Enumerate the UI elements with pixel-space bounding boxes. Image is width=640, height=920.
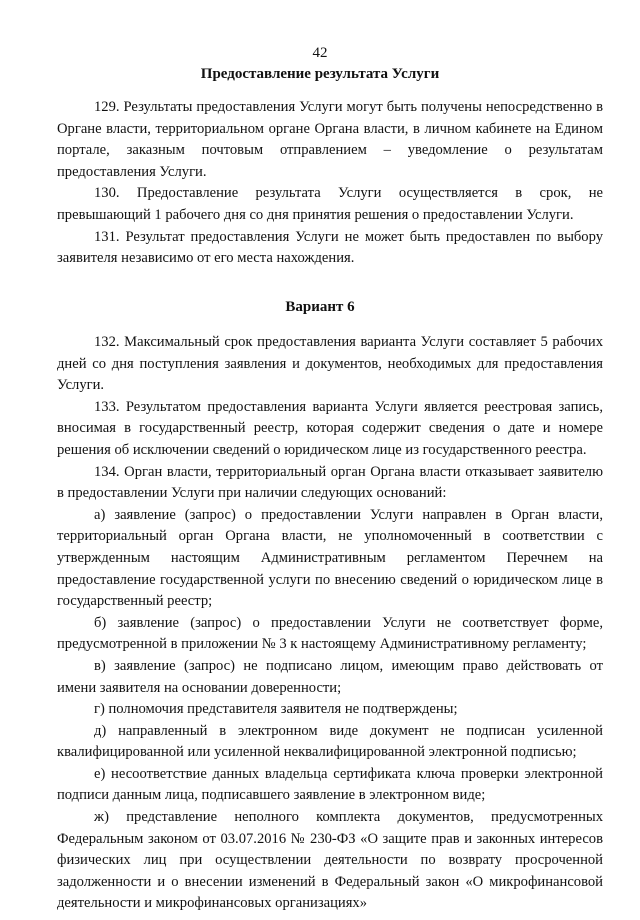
- paragraph-134: 134. Орган власти, территориальный орган Органа власти отказывает заявителю в предоставлении Услуги при наличии следующих оснований:: [57, 463, 603, 502]
- variant-title: Вариант 6: [285, 299, 355, 315]
- paragraph-131: 131. Результат предоставления Услуги не может быть предоставлен по выбору заявителя независимо от его места нахождения.: [57, 228, 603, 267]
- result-provision-section: [57, 97, 603, 270]
- paragraph-133: 133. Результатом предоставления варианта Услуги является реестровая запись, вносимая в государственный реестр, которая содержит сведения о дате и номере решения об исключении сведений о юридическом лице из государственного реестра.: [57, 398, 603, 458]
- page-number: 42: [312, 45, 328, 61]
- ground-e: е) несоответствие данных владельца сертификата ключа проверки электронной подписи данным лица, подписавшего заявление в электронном виде;: [57, 765, 603, 804]
- variant-6-section: [57, 332, 603, 915]
- ground-g: г) полномочия представителя заявителя не подтверждены;: [94, 701, 458, 718]
- ground-zh: ж) представление неполного комплекта документов, предусмотренных Федеральным законом от 03.07.2016 № 230-ФЗ «О защите прав и законных интересов физических лиц при осуществлении деятельности по возврату просроченной задолженности и о внесении изменений в Федеральный закон «О микрофинансовой деятельности и микрофинансовых организациях»: [57, 809, 603, 912]
- paragraph-130: 130. Предоставление результата Услуги осуществляется в срок, не превышающий 1 рабочего дня со дня принятия решения о предоставлении Услуги.: [57, 185, 603, 223]
- paragraph-132: 132. Максимальный срок предоставления варианта Услуги составляет 5 рабочих дней со дня поступления заявления и документов, необходимых для предоставления Услуги.: [57, 334, 603, 394]
- ground-b: б) заявление (запрос) о предоставлении Услуги не соответствует форме, предусмотренной в приложении № 3 к настоящему Административному регламенту;: [57, 614, 603, 653]
- ground-d: д) направленный в электронном виде документ не подписан усиленной квалифицированной или усиленной неквалифицированной электронной подписью;: [57, 722, 603, 761]
- ground-a: а) заявление (запрос) о предоставлении Услуги направлен в Орган власти, территориальный орган Органа власти, не уполномоченный в соответствии с утвержденным настоящим Административным регламентом Перечнем на предоставление государственной услуги по внесению сведений о юридическом лице в государственный реестр;: [57, 506, 603, 610]
- section-title: Предоставление результата Услуги: [200, 66, 440, 82]
- paragraph-129: 129. Результаты предоставления Услуги могут быть получены непосредственно в Органе власти, территориальном органе Органа власти, в личном кабинете на Едином портале, заказным почтовым отправлением – уведомление о результатам предоставления Услуги.: [57, 99, 603, 180]
- ground-v: в) заявление (запрос) не подписано лицом, имеющим право действовать от имени заявителя на основании доверенности;: [57, 657, 603, 696]
